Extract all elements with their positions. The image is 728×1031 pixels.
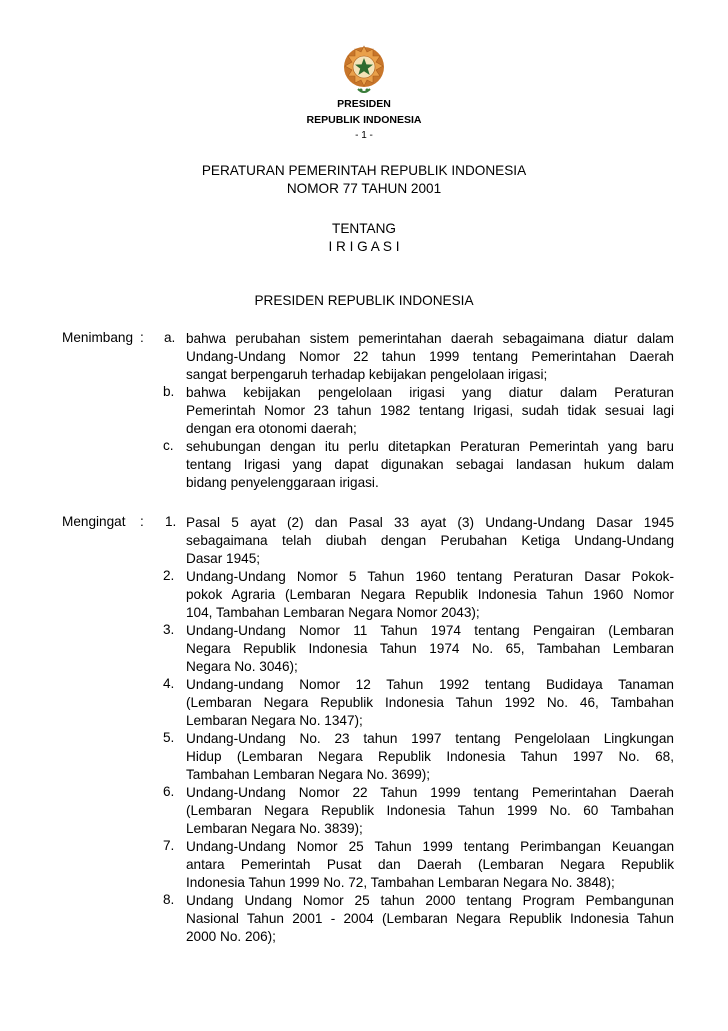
header-republik-indonesia: REPUBLIK INDONESIA [306,114,422,126]
document-number: NOMOR 77 TAHUN 2001 [286,181,442,196]
page-number: - 1 - [355,130,373,141]
tentang-heading: TENTANG [332,221,396,236]
mengingat-item-2: Undang-Undang Nomor 5 Tahun 1960 tentang Peraturan Dasar Pokok- pokok Agraria (Lembaran Negara Republik Indonesia Tahun 1960 Nomor 104, Tambahan Lembaran Negara Nomor 2043); [186,569,674,621]
header-presiden: PRESIDEN [337,98,391,110]
mengingat-item-3: Undang-Undang Nomor 11 Tahun 1974 tentang Pengairan (Lembaran Negara Republik Indonesia Tahun 1974 No. 65, Tambahan Lembaran Negara No. 3046); [186,623,674,675]
list-marker: 2. [163,568,175,583]
document-title: PERATURAN PEMERINTAH REPUBLIK INDONESIA [201,163,527,178]
issuer-heading: PRESIDEN REPUBLIK INDONESIA [254,293,474,308]
list-marker: 5. [163,730,175,745]
menimbang-item-a: bahwa perubahan sistem pemerintahan daerah sebagaimana diatur dalam Undang-Undang Nomor 22 tahun 1999 tentang Pemerintahan Daerah sangat berpengaruh terhadap kebijakan pengelolaan irigasi; [186,331,674,383]
menimbang-item-c: sehubungan dengan itu perlu ditetapkan Peraturan Pemerintah yang baru tentang Irigasi yang dapat digunakan sebagai landasan hukum dalam bidang penyelenggaraan irigasi. [186,439,674,491]
mengingat-item-7: Undang-Undang Nomor 25 Tahun 1999 tentang Perimbangan Keuangan antara Pemerintah Pusat dan Daerah (Lembaran Negara Republik Indonesia Tahun 1999 No. 72, Tambahan Lembaran Negara No. 3848); [186,839,674,891]
list-marker: 7. [163,838,175,853]
list-marker: 3. [163,622,175,637]
mengingat-item-4: Undang-undang Nomor 12 Tahun 1992 tentang Budidaya Tanaman (Lembaran Negara Republik Indonesia Tahun 1992 No. 46, Tambahan Lembaran Negara No. 1347); [186,677,674,729]
mengingat-item-5: Undang-Undang No. 23 tahun 1997 tentang Pengelolaan Lingkungan Hidup (Lembaran Negara Republik Indonesia Tahun 1997 No. 68, Tambahan Lembaran Negara No. 3699); [186,731,674,783]
list-marker: a. [164,330,176,345]
menimbang-colon: : [140,330,144,345]
list-marker: c. [163,438,174,453]
list-marker: b. [163,384,175,399]
list-marker: 8. [163,892,175,907]
subject-heading: I R I G A S I [328,239,400,254]
mengingat-label: Mengingat [62,514,126,529]
list-marker: 6. [163,784,175,799]
menimbang-label: Menimbang [62,330,134,345]
mengingat-item-1: Pasal 5 ayat (2) dan Pasal 33 ayat (3) Undang-Undang Dasar 1945 sebagaimana telah diubah dengan Perubahan Ketiga Undang-Undang Dasar 1945; [186,515,674,567]
mengingat-colon: : [140,514,144,529]
presidential-emblem-icon [336,43,392,97]
list-marker: 4. [163,676,175,691]
mengingat-item-8: Undang Undang Nomor 25 tahun 2000 tentang Program Pembangunan Nasional Tahun 2001 - 2004 (Lembaran Negara Republik Indonesia Tahun 2000 No. 206); [186,893,674,945]
menimbang-item-b: bahwa kebijakan pengelolaan irigasi yang diatur dalam Peraturan Pemerintah Nomor 23 tahun 1982 tentang Irigasi, sudah tidak sesuai lagi dengan era otonomi daerah; [186,385,674,437]
list-marker: 1. [165,514,177,529]
mengingat-item-6: Undang-Undang Nomor 22 Tahun 1999 tentang Pemerintahan Daerah (Lembaran Negara Republik Indonesia Tahun 1999 No. 60 Tambahan Lembaran Negara No. 3839); [186,785,674,837]
